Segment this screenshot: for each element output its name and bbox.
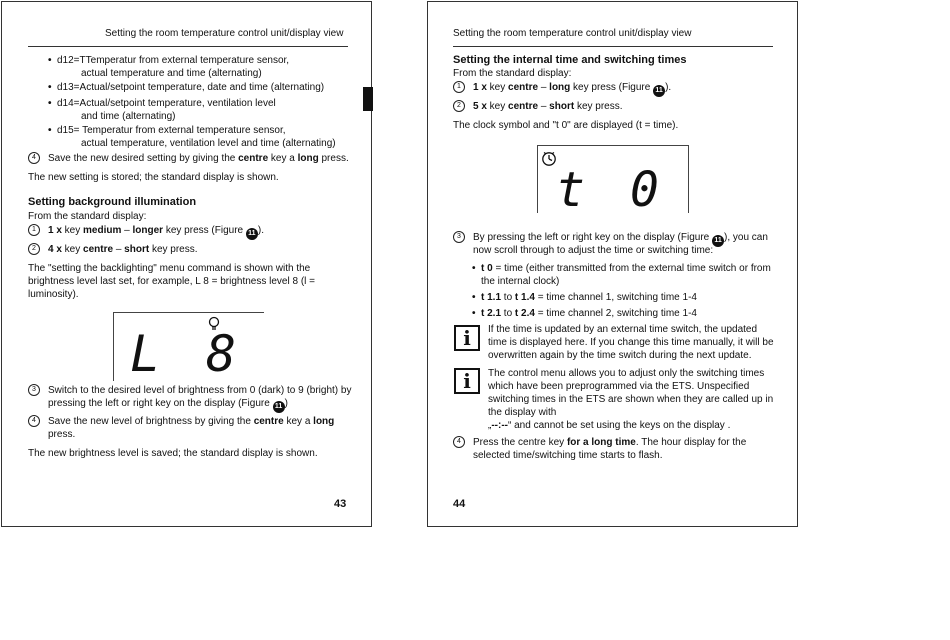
- paragraph-line: brightness level last set, for example, L 8 = brightness level 8 (l =: [28, 276, 315, 287]
- info-note-line: which have been preprogrammed via the ETS. Unspecified: [488, 381, 750, 392]
- page-header: Setting the room temperature control unit/display view: [453, 28, 692, 39]
- lcd-display: [113, 312, 264, 381]
- lcd-digit: 8: [206, 325, 237, 383]
- figure-ref-badge: 11: [246, 228, 258, 240]
- info-note-line: the display with: [488, 407, 557, 418]
- page-right: Setting the room temperature control unit/display view Setting the internal time and switching times From the standard display: 1 1 x key centre – long key press (Figure 11 ). 2 5 x key centre – short key press. The clock symbol and "t 0" are displayed (t = time). t 0 3 By pressing the left or right key on the display (Figure 11 ), you can now scroll through to adjust the time or switching time: • t 0 = time (either transmitted from the external time switch or from the internal clock) • t 1.1 to t 1.4 = time channel 1, switching time 1-4 • t 2.1 to t 2.4 = time channel 2, switching time 1-4 i If the time is updated by an external time switch, the updated time is displayed here. If you change this time manually, it will be overwritten again by the time switch during the next update. i The control menu allows you to adjust only the switching times which have been preprogrammed via the ETS. Unspecified switching times in the ETS are shown when they are called up in the display with „--:--“ and cannot be set using the keys on the display . 4 Press the centre key for a long time. The hour display for the selected time/switching time starts to flash. 44: [427, 1, 798, 527]
- section-intro: From the standard display:: [453, 68, 572, 79]
- page-number: 43: [334, 498, 347, 510]
- figure-ref-badge: 11: [653, 85, 665, 97]
- page-number: 44: [453, 498, 466, 510]
- thumb-tab-marker: [363, 87, 373, 111]
- section-title: Setting background illumination: [28, 196, 197, 208]
- section-title: Setting the internal time and switching times: [453, 54, 687, 66]
- paragraph-line: luminosity).: [28, 289, 79, 300]
- header-rule: [28, 46, 348, 47]
- lcd-letter: t: [556, 162, 585, 218]
- page-header: Setting the room temperature control unit/display view: [105, 28, 344, 39]
- clock-icon: [541, 151, 557, 167]
- header-rule: [453, 46, 773, 47]
- section-intro: From the standard display:: [28, 211, 147, 222]
- info-note-line: overwritten again by the time switch during the next update.: [488, 350, 752, 361]
- figure-ref-badge: 11: [712, 235, 724, 247]
- info-note-line: switching times in the ETS are shown when they are called up in: [488, 394, 774, 405]
- info-note-line: The control menu allows you to adjust only the switching times: [488, 368, 765, 379]
- lcd-display: [537, 145, 689, 218]
- info-icon: i: [454, 368, 480, 394]
- lcd-digit: 0: [630, 162, 659, 218]
- paragraph: The new brightness level is saved; the standard display is shown.: [28, 448, 318, 459]
- page-left: Setting the room temperature control unit/display view • d12=TTemperatur from external temperature sensor, actual temperature and time (alternating) • d13=Actual/setpoint temperature, date and time (alternating) • d14=Actual/setpoint temperature, ventilation level and time (alternating) • d15= Temperatur from external temperature sensor, actual temperature, ventilation level and time (alternating) 4 Save the new desired setting by giving the centre key a long press. The new setting is stored; the standard display is shown. Setting background illumination From the standard display: 1 1 x key medium – longer key press (Figure 11 ). 2 4 x key centre – short key press. The "setting the backlighting" menu command is shown with the brightness level last set, for example, L 8 = brightness level 8 (l = luminosity). L 8 3 Switch to the desired level of brightness from 0 (dark) to 9 (bright) by pressing the left or right key on the display (Figure 11 ) 4 Save the new level of brightness by giving the centre key a long press. The new brightness level is saved; the standard display is shown. 43: [1, 1, 372, 527]
- paragraph: The new setting is stored; the standard display is shown.: [28, 172, 279, 183]
- lcd-letter: L: [130, 325, 161, 383]
- paragraph: The clock symbol and "t 0" are displayed (t = time).: [453, 120, 679, 131]
- figure-ref-badge: 11: [273, 401, 285, 413]
- info-note-line: time is displayed here. If you change this time manually, it will be: [488, 337, 774, 348]
- info-note-line: „--:--“ and cannot be set using the keys on the display .: [488, 420, 731, 431]
- info-note-line: If the time is updated by an external time switch, the updated: [488, 324, 758, 335]
- info-icon: i: [454, 325, 480, 351]
- paragraph-line: The "setting the backlighting" menu command is shown with the: [28, 263, 311, 274]
